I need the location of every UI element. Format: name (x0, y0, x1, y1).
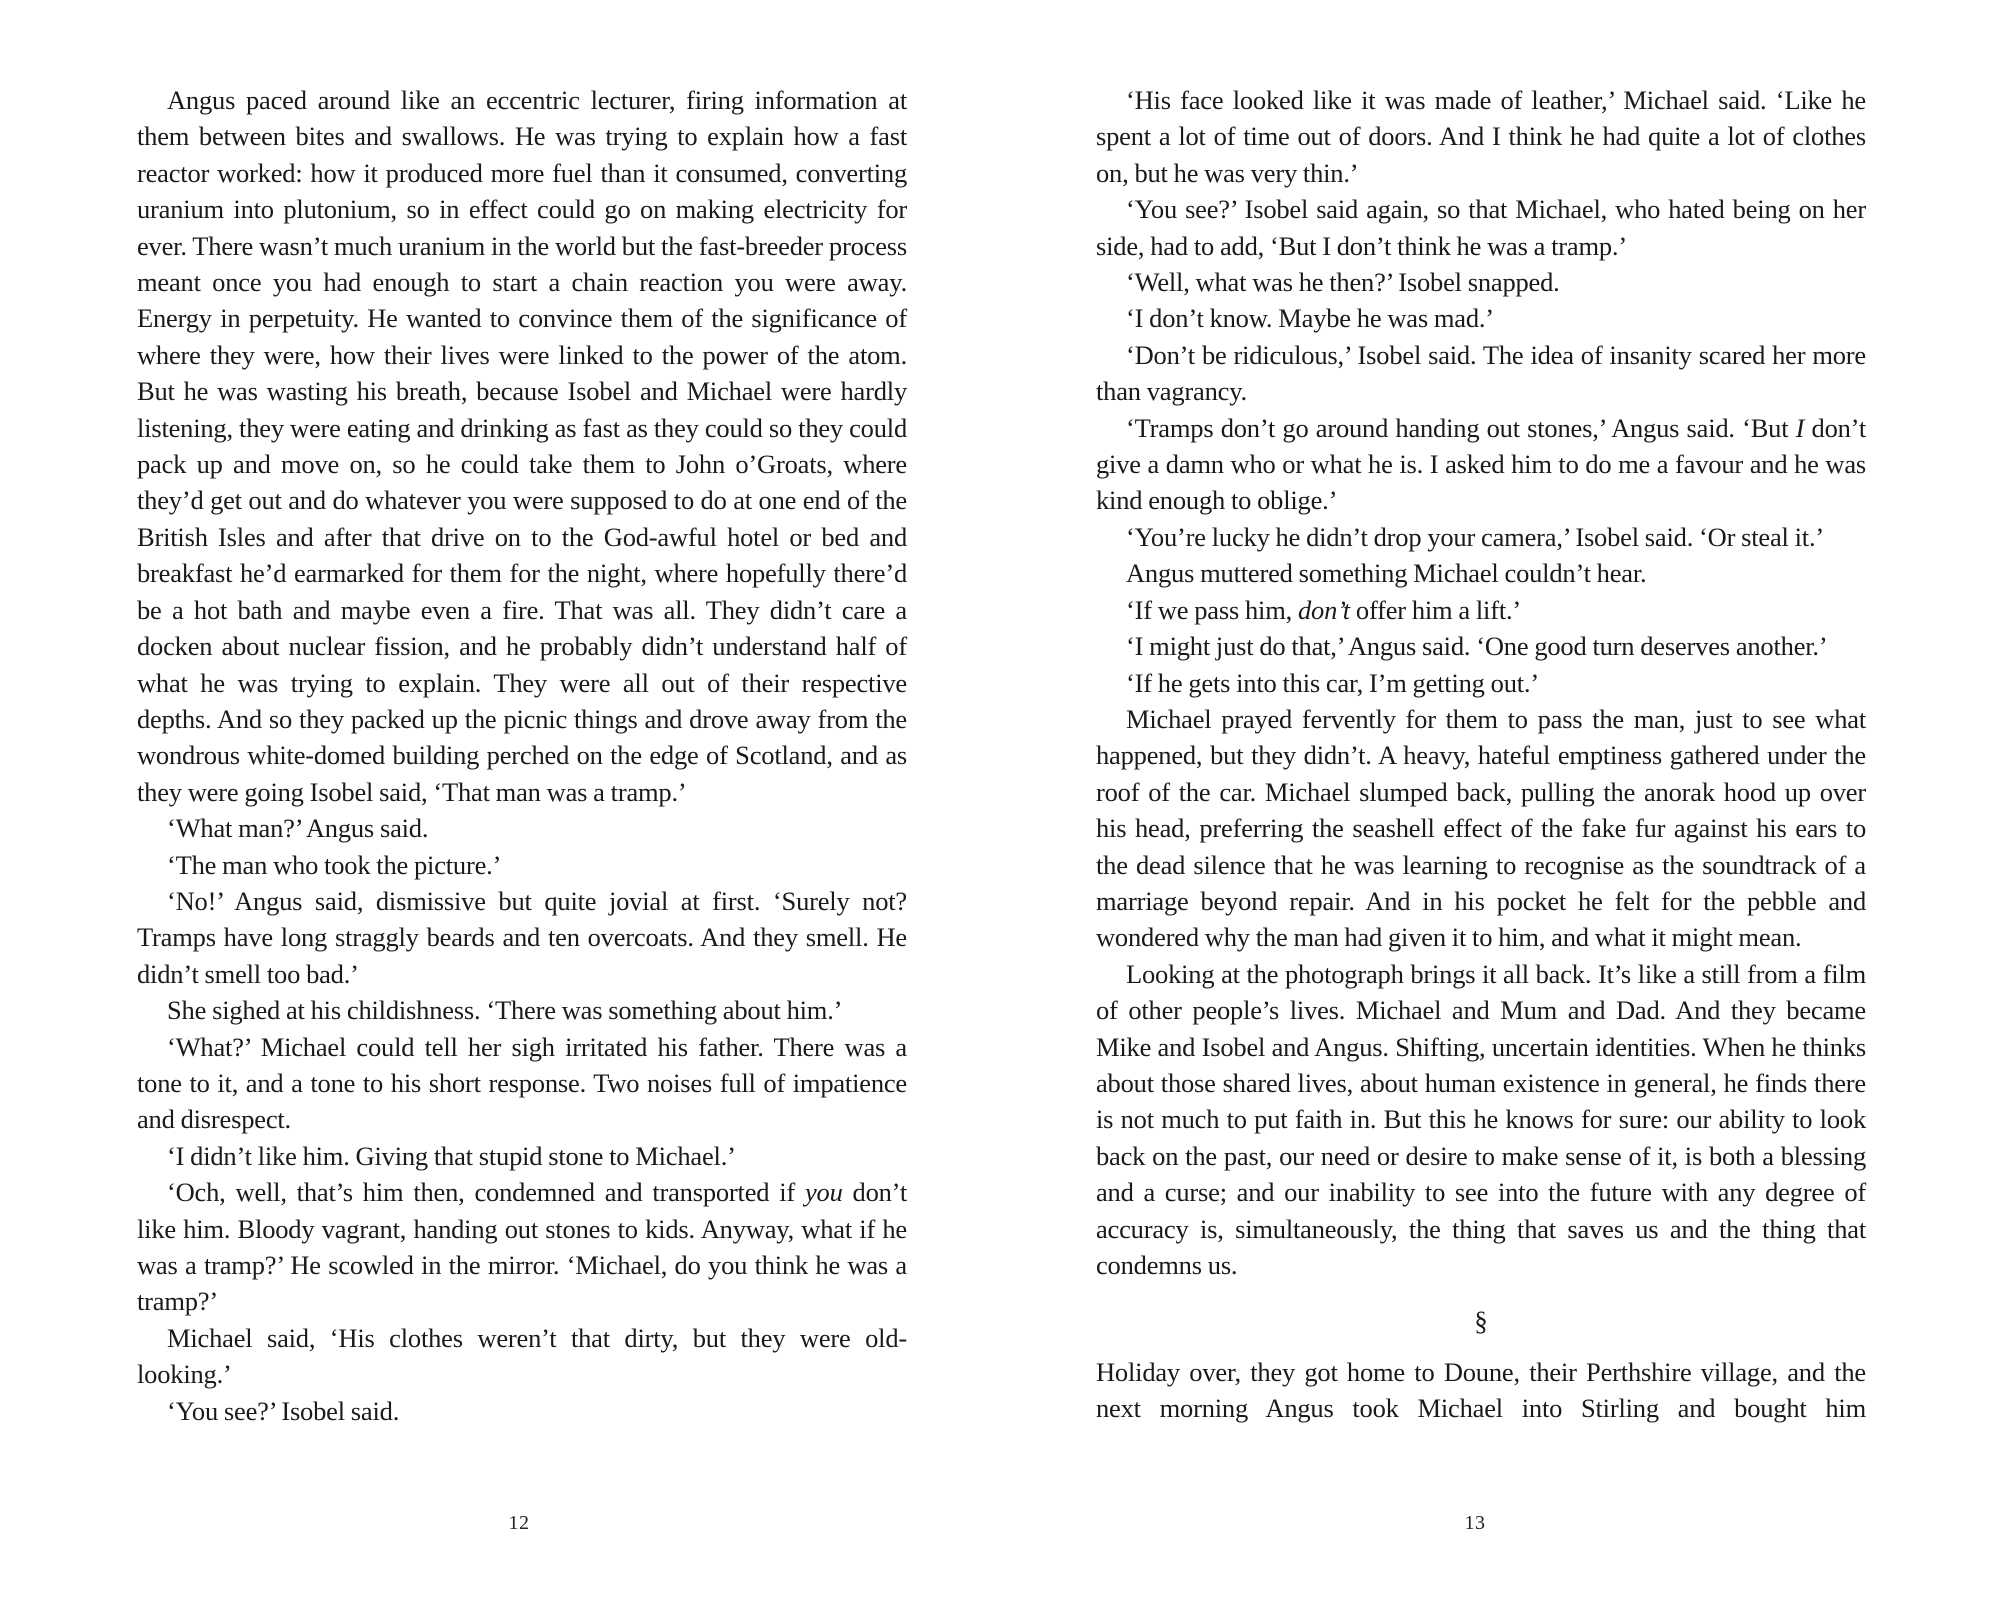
paragraph: Holiday over, they got home to Doune, their Perthshire village, and the next morning Angus took Michael into Stirling and bought him (1096, 1356, 1866, 1424)
paragraph-text: don’t give a damn who or what he is. I asked him to do me a favour and he was kind enough to oblige.’ (1096, 412, 1866, 516)
paragraph-text: ‘If we pass him, (1126, 594, 1298, 625)
paragraph: ‘You’re lucky he didn’t drop your camera,’ Isobel said. ‘Or steal it.’ (1126, 521, 1825, 552)
paragraph: ‘If he gets into this car, I’m getting out.’ (1126, 667, 1539, 698)
paragraph: She sighed at his childishness. ‘There was something about him.’ (167, 995, 843, 1026)
paragraph-text: ‘Tramps don’t go around handing out stones,’ Angus said. ‘But (1126, 412, 1796, 443)
paragraph-text: offer him a lift.’ (1349, 594, 1522, 625)
right-page-text (1096, 82, 1866, 1427)
page-number-left: 12 (508, 1512, 530, 1534)
right-page (1096, 82, 1866, 1482)
paragraph (1096, 410, 1866, 519)
paragraph: Looking at the photograph brings it all back. It’s like a still from a film of other people’s lives. Michael and Mum and Dad. And they became Mike and Isobel and Angus. Shifting, uncertain identities. When he thinks about those shared lives, about human existence in general, he finds there is not much to put faith in. But this he knows for sure: our ability to look back on the past, our need or desire to make sense of it, is both a blessing and a curse; and our inability to see into the future with any degree of accuracy is, simultaneously, the thing that saves us and the thing that condemns us. (1096, 958, 1866, 1280)
emphasis-text: don’t (1297, 594, 1350, 625)
paragraph: ‘You see?’ Isobel said. (167, 1395, 400, 1426)
emphasis-text: I (1795, 412, 1805, 443)
paragraph: Michael prayed fervently for them to pass the man, just to see what happened, but they didn’t. A heavy, hateful emptiness gathered under the roof of the car. Michael slumped back, pulling the anorak hood up over his head, preferring the seashell effect of the fake fur against his ears to the dead silence that he was learning to recognise as the soundtrack of a marriage beyond repair. And in his pocket he felt for the pebble and wondered why the man had given it to him, and what it might mean. (1096, 703, 1866, 953)
paragraph: ‘I don’t know. Maybe he was mad.’ (1126, 303, 1494, 334)
paragraph: ‘His face looked like it was made of leather,’ Michael said. ‘Like he spent a lot of time out of doors. And I think he had quite a lot of clothes on, but he was very thin.’ (1096, 85, 1866, 188)
paragraph: ‘No!’ Angus said, dismissive but quite jovial at first. ‘Surely not? Tramps have long straggly beards and ten overcoats. And they smell. He didn’t smell too bad.’ (137, 885, 907, 989)
emphasis-text: you (804, 1177, 843, 1208)
paragraph: ‘Well, what was he then?’ Isobel snapped. (1126, 267, 1560, 298)
paragraph: ‘Don’t be ridiculous,’ Isobel said. The idea of insanity scared her more than vagrancy. (1096, 339, 1866, 407)
paragraph: ‘I didn’t like him. Giving that stupid stone to Michael.’ (167, 1140, 736, 1171)
paragraph-text: ‘Och, well, that’s him then, condemned and transported if (167, 1177, 805, 1208)
left-page-text (137, 82, 907, 1429)
paragraph: ‘What man?’ Angus said. (167, 813, 429, 844)
paragraph: Angus paced around like an eccentric lecturer, firing information at them between bites and swallows. He was trying to explain how a fast reactor worked: how it produced more fuel than it consumed, converting uranium into plutonium, so in effect could go on making electricity for ever. There wasn’t much uranium in the world but the fast-breeder process meant once you had enough to start a chain reaction you were away. Energy in perpetuity. He wanted to convince them of the significance of where they were, how their lives were linked to the power of the atom. But he was wasting his breath, because Isobel and Michael were hardly listening, they were eating and drinking as fast as they could so they could pack up and move on, so he could take them to John o’Groats, where they’d get out and do whatever you were supposed to do at one end of the British Isles and after that drive on to the God-awful hotel or bed and breakfast he’d earmarked for them for the night, where hopefully there’d be a hot bath and maybe even a fire. That was all. They didn’t care a docken about nuclear fission, and he probably didn’t understand half of what he was trying to explain. They were all out of their respective depths. And so they packed up the picnic things and drove away from the wondrous white-domed building perched on the edge of Scotland, and as they were going Isobel said, ‘That man was a tramp.’ (137, 85, 907, 807)
paragraph-text: don’t like him. Bloody vagrant, handing out stones to kids. Anyway, what if he was a tramp?’ He scowled in the mirror. ‘Michael, do you think he was a tramp?’ (137, 1177, 907, 1317)
left-page (137, 82, 907, 1482)
paragraph: Angus muttered something Michael couldn’t hear. (1126, 558, 1647, 589)
paragraph (1096, 592, 1866, 628)
section-break-mark: § (1474, 1306, 1488, 1337)
paragraph: ‘The man who took the picture.’ (167, 849, 502, 880)
paragraph: ‘What?’ Michael could tell her sigh irritated his father. There was a tone to it, and a tone to his short response. Two noises full of impatience and disrespect. (137, 1031, 907, 1135)
page-number-right: 13 (1464, 1512, 1486, 1534)
paragraph: ‘You see?’ Isobel said again, so that Michael, who hated being on her side, had to add, ‘But I don’t think he was a tramp.’ (1096, 194, 1866, 261)
paragraph: Michael said, ‘His clothes weren’t that dirty, but they were old-looking.’ (137, 1322, 907, 1390)
paragraph: ‘I might just do that,’ Angus said. ‘One good turn deserves another.’ (1126, 631, 1828, 662)
paragraph (137, 1174, 907, 1320)
